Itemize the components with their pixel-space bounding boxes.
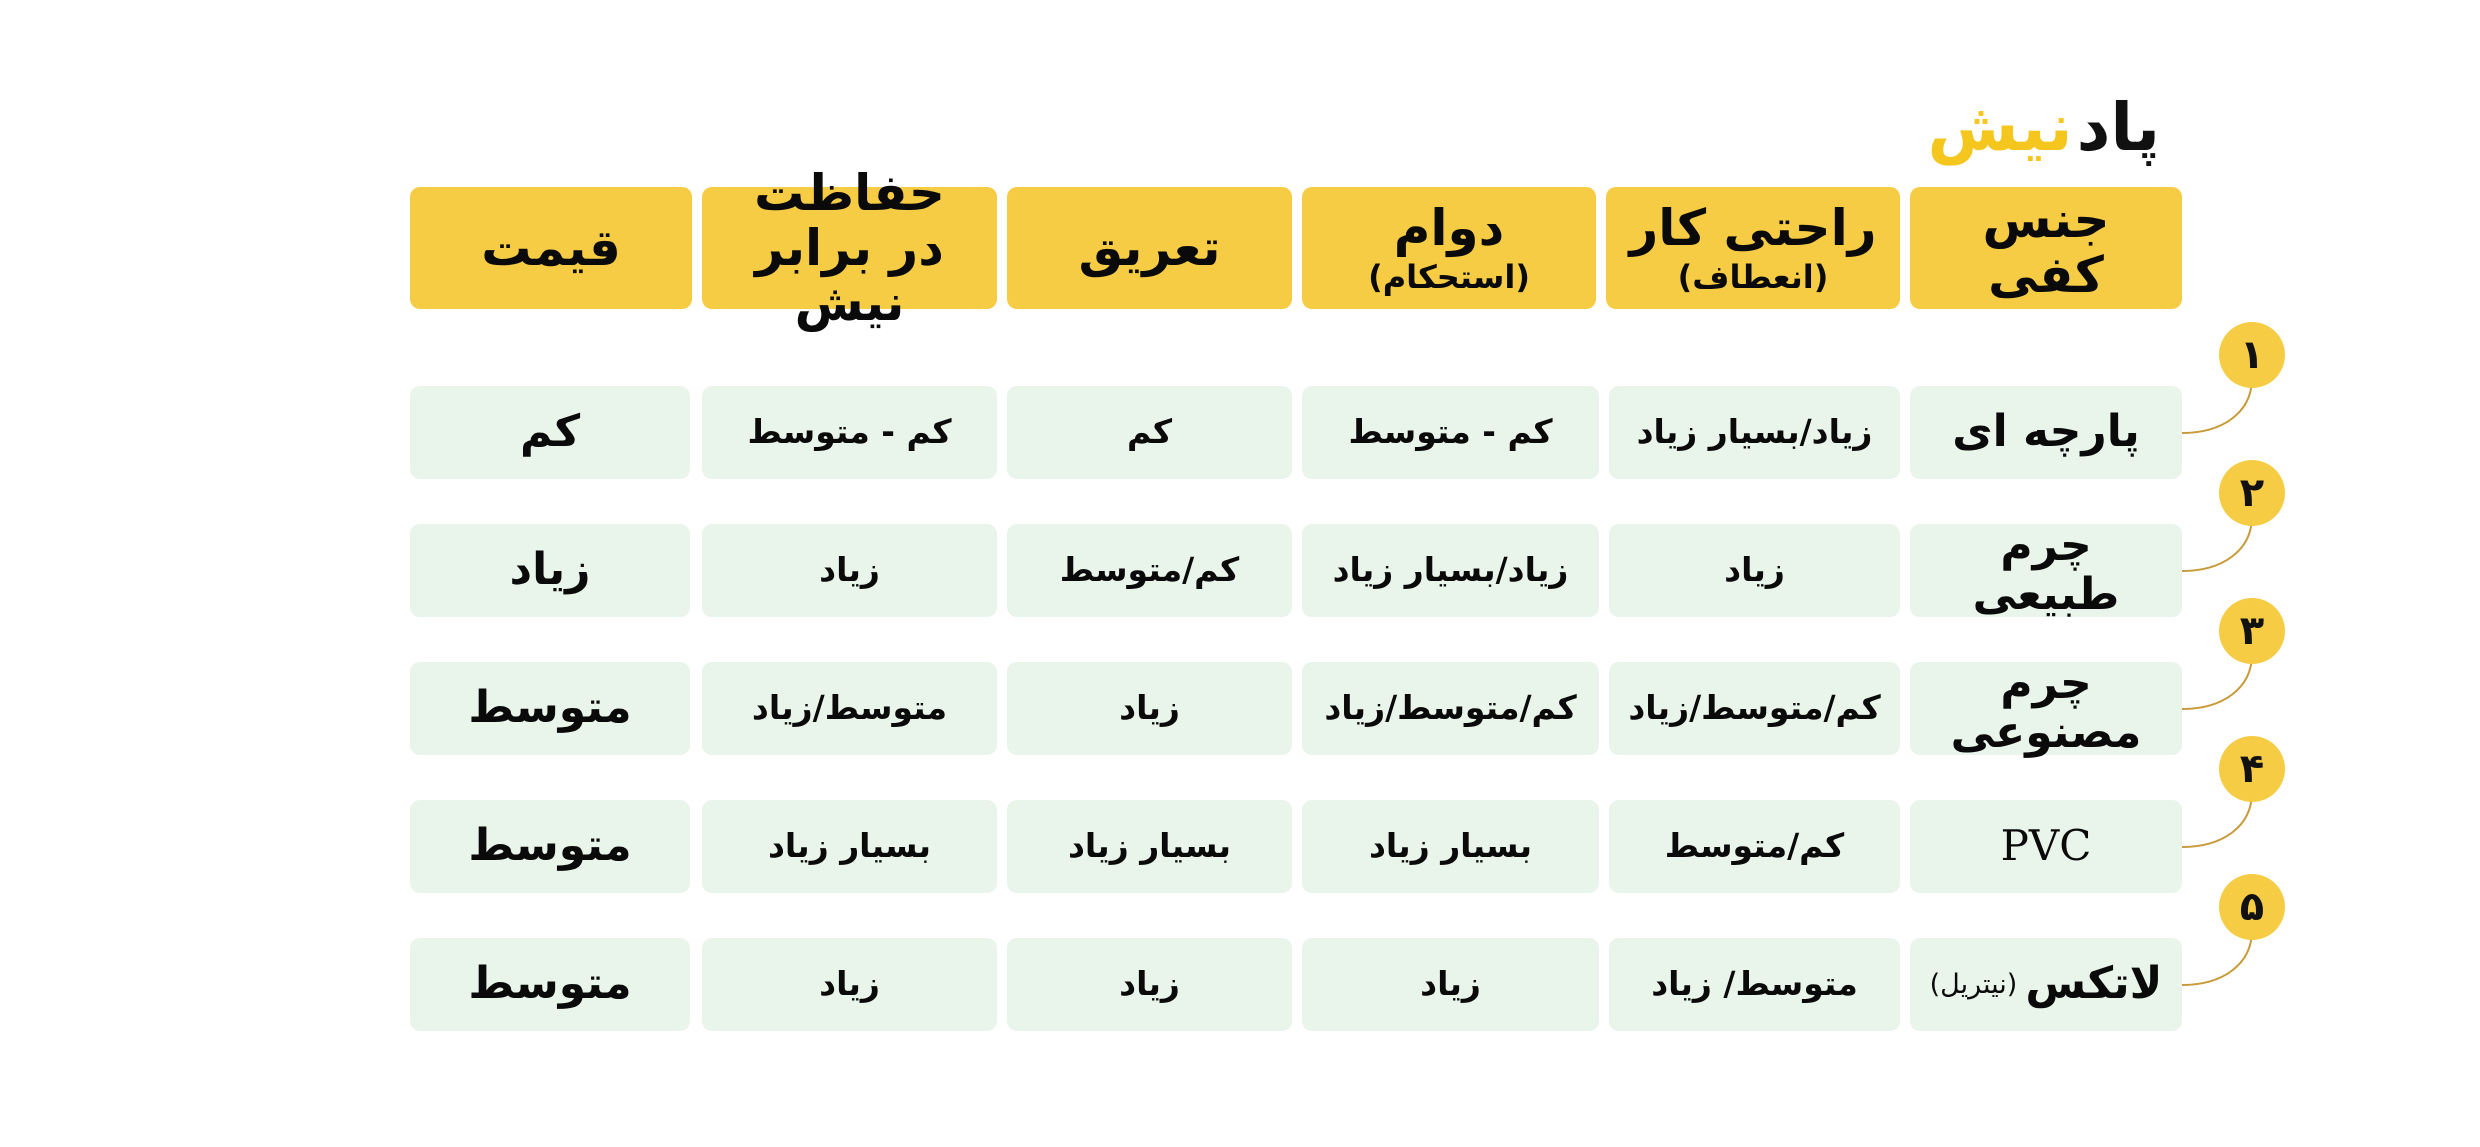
header-comfort-sublabel: (انعطاف) bbox=[1677, 257, 1829, 296]
table-row-3-durability bbox=[1302, 662, 1599, 755]
row-5-durability-value: زیاد bbox=[1420, 964, 1481, 1004]
row-4-price-value: متوسط bbox=[468, 820, 632, 872]
row-5-number-badge bbox=[2219, 874, 2285, 940]
row-2-comfort-value: زیاد bbox=[1724, 550, 1785, 590]
table-row-4-price bbox=[410, 800, 690, 893]
row-2-price-value: زیاد bbox=[509, 544, 591, 596]
row-4-sweat-value: بسیار زیاد bbox=[1067, 826, 1232, 866]
row-5-connector bbox=[2182, 930, 2252, 990]
row-1-material-label: پارچه ای bbox=[1952, 406, 2140, 458]
header-material bbox=[1910, 187, 2182, 309]
table-row-2-sweat bbox=[1007, 524, 1292, 617]
header-comfort-label: راحتی کار bbox=[1629, 198, 1877, 257]
table-row-1-durability bbox=[1302, 386, 1599, 479]
table-row-1-sweat bbox=[1007, 386, 1292, 479]
table-row-1-comfort bbox=[1609, 386, 1900, 479]
header-sweat-label: تعریق bbox=[1078, 218, 1221, 277]
table-row-5-protection bbox=[702, 938, 997, 1031]
table-row-4-durability bbox=[1302, 800, 1599, 893]
row-3-number: ۳ bbox=[2239, 608, 2265, 654]
row-5-material-label: لاتکس bbox=[2025, 958, 2163, 1010]
row-3-sweat-value: زیاد bbox=[1119, 688, 1180, 728]
logo-text-primary: پاد bbox=[2076, 89, 2160, 166]
table-row-3-comfort bbox=[1609, 662, 1900, 755]
row-1-comfort-value: زیاد/بسیار زیاد bbox=[1636, 412, 1873, 452]
table-row-5-material bbox=[1910, 938, 2182, 1031]
row-3-comfort-value: کم/متوسط/زیاد bbox=[1628, 688, 1881, 728]
table-row-3-price bbox=[410, 662, 690, 755]
table-row-2-material bbox=[1910, 520, 2182, 620]
header-protection bbox=[702, 163, 997, 332]
row-3-durability-value: کم/متوسط/زیاد bbox=[1324, 688, 1577, 728]
table-row-4-comfort bbox=[1609, 800, 1900, 893]
table-row-2-price bbox=[410, 524, 690, 617]
header-material-label: جنس کفی bbox=[1982, 191, 2110, 304]
table-row-1-protection bbox=[702, 386, 997, 479]
table-row-4-material bbox=[1910, 800, 2182, 893]
row-1-number-badge bbox=[2219, 322, 2285, 388]
row-2-durability-value: زیاد/بسیار زیاد bbox=[1332, 550, 1569, 590]
table-row-4-sweat bbox=[1007, 800, 1292, 893]
table-row-2-durability bbox=[1302, 524, 1599, 617]
row-2-material-label: چرم طبیعی bbox=[1972, 520, 2120, 620]
row-3-protection-value: متوسط/زیاد bbox=[751, 688, 948, 728]
table-row-1-material bbox=[1910, 386, 2182, 479]
header-durability bbox=[1302, 187, 1596, 309]
row-3-connector bbox=[2182, 654, 2252, 714]
row-5-number: ۵ bbox=[2239, 884, 2265, 930]
row-1-durability-value: کم - متوسط bbox=[1348, 412, 1553, 452]
row-5-sweat-value: زیاد bbox=[1119, 964, 1180, 1004]
row-1-price-value: کم bbox=[519, 406, 581, 458]
table-row-3-protection bbox=[702, 662, 997, 755]
row-3-price-value: متوسط bbox=[468, 682, 632, 734]
row-3-material-label: چرم مصنوعی bbox=[1950, 658, 2142, 758]
row-1-protection-value: کم - متوسط bbox=[747, 412, 952, 452]
table-row-3-material bbox=[1910, 658, 2182, 758]
row-5-protection-value: زیاد bbox=[819, 964, 880, 1004]
logo-text-accent: نیش bbox=[1927, 89, 2073, 166]
row-5-material-sublabel: (نیتریل) bbox=[1929, 968, 2018, 1000]
header-durability-label: دوام bbox=[1393, 198, 1505, 257]
header-price bbox=[410, 187, 692, 309]
row-4-comfort-value: کم/متوسط bbox=[1664, 826, 1845, 866]
table-row-2-protection bbox=[702, 524, 997, 617]
row-4-material-label: PVC bbox=[2000, 821, 2092, 871]
row-4-number-badge bbox=[2219, 736, 2285, 802]
table-row-5-durability bbox=[1302, 938, 1599, 1031]
table-row-1-price bbox=[410, 386, 690, 479]
header-price-label: قیمت bbox=[481, 218, 621, 277]
table-row-5-sweat bbox=[1007, 938, 1292, 1031]
table-row-4-protection bbox=[702, 800, 997, 893]
row-1-sweat-value: کم bbox=[1126, 412, 1173, 452]
header-sweat bbox=[1007, 187, 1292, 309]
row-2-sweat-value: کم/متوسط bbox=[1059, 550, 1240, 590]
row-4-connector bbox=[2182, 792, 2252, 852]
header-comfort bbox=[1606, 187, 1900, 309]
row-2-number: ۲ bbox=[2239, 470, 2265, 516]
row-5-comfort-value: متوسط/ زیاد bbox=[1651, 964, 1858, 1004]
table-row-5-comfort bbox=[1609, 938, 1900, 1031]
table-row-2-comfort bbox=[1609, 524, 1900, 617]
row-2-number-badge bbox=[2219, 460, 2285, 526]
row-5-price-value: متوسط bbox=[468, 958, 632, 1010]
row-1-number: ۱ bbox=[2239, 332, 2265, 378]
row-2-connector bbox=[2182, 516, 2252, 576]
row-4-number: ۴ bbox=[2239, 746, 2265, 792]
row-4-protection-value: بسیار زیاد bbox=[767, 826, 932, 866]
header-protection-label: حفاظت در برابر نیش bbox=[754, 163, 945, 332]
table-row-5-price bbox=[410, 938, 690, 1031]
brand-logo bbox=[1927, 88, 2160, 168]
header-durability-sublabel: (استحکام) bbox=[1368, 257, 1530, 296]
table-row-3-sweat bbox=[1007, 662, 1292, 755]
row-4-durability-value: بسیار زیاد bbox=[1368, 826, 1533, 866]
row-2-protection-value: زیاد bbox=[819, 550, 880, 590]
row-3-number-badge bbox=[2219, 598, 2285, 664]
row-1-connector bbox=[2182, 378, 2252, 438]
